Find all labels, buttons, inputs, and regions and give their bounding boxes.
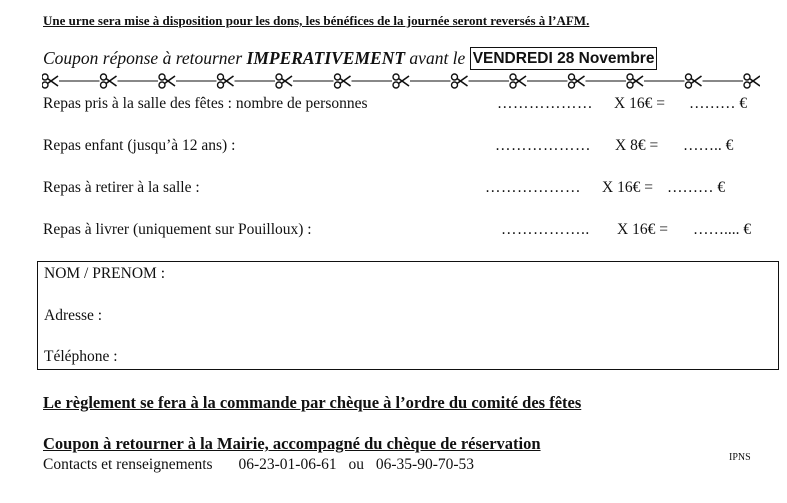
row-label: Repas enfant (jusqu’à 12 ans) : xyxy=(43,137,236,154)
scissors-icon xyxy=(217,73,235,89)
scissors-icon xyxy=(392,73,410,89)
quantity-dots: ……………… xyxy=(495,137,591,154)
ipns-label: IPNS xyxy=(729,452,751,463)
scissors-icon xyxy=(42,73,59,89)
deadline-box: VENDREDI 28 Novembre xyxy=(470,47,658,70)
scissors-icon xyxy=(743,73,760,89)
total-dots: ……… € xyxy=(689,95,748,112)
contacts-separator: ou xyxy=(348,456,364,473)
contacts-label: Contacts et renseignements xyxy=(43,456,213,473)
scissors-icon xyxy=(275,73,293,89)
row-label: Repas à livrer (uniquement sur Pouilloux) : xyxy=(43,221,312,238)
unit-price: X 16€ = xyxy=(617,221,668,238)
return-notice: Coupon à retourner à la Mairie, accompagné du chèque de réservation xyxy=(43,434,541,453)
contacts-line xyxy=(43,456,474,474)
contact-phone-1: 06-23-01-06-61 xyxy=(238,456,337,473)
scissors-icon xyxy=(509,73,527,89)
total-dots: …….. € xyxy=(683,137,734,154)
contact-form-box xyxy=(37,261,779,370)
donation-notice: Une urne sera mise à disposition pour les dons, les bénéfices de la journée seront reversés à l’AFM. xyxy=(43,13,590,28)
coupon-title xyxy=(43,48,657,71)
scissors-icon xyxy=(158,73,176,89)
order-row-child xyxy=(43,137,763,157)
contact-phone-2: 06-35-90-70-53 xyxy=(375,456,475,473)
unit-price: X 16€ = xyxy=(602,179,653,196)
scissors-icon xyxy=(334,73,352,89)
address-field-label: Adresse : xyxy=(44,307,103,324)
row-label: Repas à retirer à la salle : xyxy=(43,179,200,196)
scissors-icon xyxy=(626,73,644,89)
name-field-label: NOM / PRENOM : xyxy=(44,265,166,282)
order-row-hall xyxy=(43,95,763,115)
coupon-title-suffix: avant le xyxy=(405,48,470,68)
scissors-icon xyxy=(568,73,586,89)
scissors-icon xyxy=(685,73,703,89)
scissors-icon xyxy=(451,73,469,89)
quantity-dots: ……………… xyxy=(485,179,581,196)
coupon-title-emphasis: IMPERATIVEMENT xyxy=(246,48,406,68)
payment-notice: Le règlement se fera à la commande par chèque à l’ordre du comité des fêtes xyxy=(43,393,582,412)
cut-line xyxy=(42,72,760,90)
unit-price: X 8€ = xyxy=(615,137,659,154)
cut-line-svg xyxy=(42,72,760,90)
unit-price: X 16€ = xyxy=(614,95,665,112)
order-row-pickup xyxy=(43,179,763,199)
total-dots: …….... € xyxy=(693,221,752,238)
scissors-icon xyxy=(100,73,118,89)
quantity-dots: …………….. xyxy=(501,221,590,238)
order-row-delivery xyxy=(43,221,763,241)
total-dots: ……… € xyxy=(667,179,726,196)
phone-field-label: Téléphone : xyxy=(44,348,118,365)
quantity-dots: ……………… xyxy=(497,95,593,112)
coupon-title-prefix: Coupon réponse à retourner xyxy=(43,48,247,68)
row-label: Repas pris à la salle des fêtes : nombre de personnes xyxy=(43,95,368,112)
